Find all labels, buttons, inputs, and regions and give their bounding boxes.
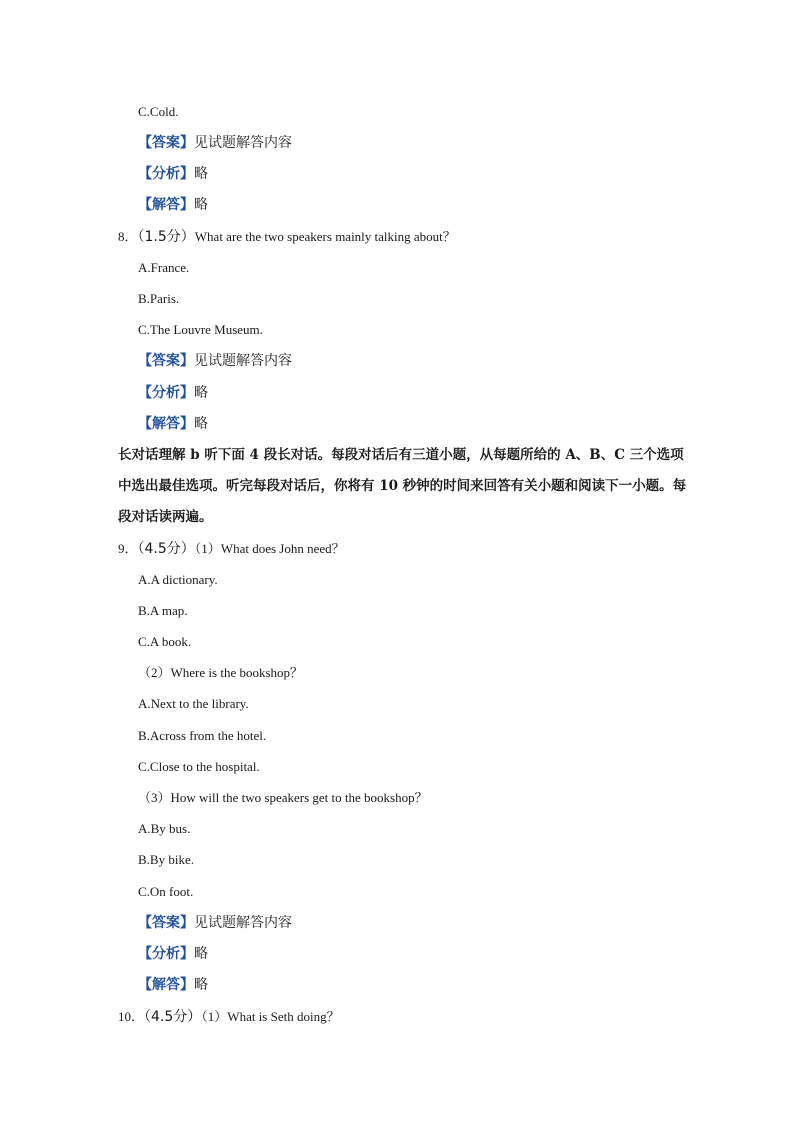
analysis-text: 略 <box>194 166 208 182</box>
sub-label: （3） <box>138 790 171 805</box>
sub-label: （1） <box>194 541 221 556</box>
question-text: How will the two speakers get to the bookshop？ <box>170 790 428 805</box>
answer-tag: 【答案】 <box>138 135 194 151</box>
q8-stem <box>118 228 456 246</box>
sub-label: （2） <box>138 665 171 680</box>
q8-option-a: A.France. <box>138 260 190 275</box>
q9-analysis-row <box>138 945 208 963</box>
answer-text: 见试题解答内容 <box>194 915 292 931</box>
q9-1-option-b: B.A map. <box>138 603 188 618</box>
q9-answer-row <box>138 914 292 932</box>
q10-stem <box>118 1008 340 1026</box>
q7-answer-row <box>138 134 292 152</box>
q8-option-c: C.The Louvre Museum. <box>138 322 263 337</box>
question-number: 8． <box>118 229 138 244</box>
analysis-tag: 【分析】 <box>138 166 194 182</box>
answer-tag: 【答案】 <box>138 915 194 931</box>
question-text: What is Seth doing？ <box>227 1009 340 1024</box>
question-score: （1.5分） <box>137 229 195 245</box>
solution-tag: 【解答】 <box>138 416 194 432</box>
solution-text: 略 <box>194 416 208 432</box>
question-score: （4.5分） <box>137 541 195 557</box>
solution-text: 略 <box>194 977 208 993</box>
question-score: （4.5分） <box>144 1009 202 1025</box>
q9-3-stem <box>138 789 428 807</box>
q9-3-option-c: C.On foot. <box>138 884 194 899</box>
sub-label: （1） <box>201 1009 228 1024</box>
q9-stem <box>118 540 345 558</box>
section-heading: 长对话理解 b 听下面 4 段长对话。每段对话后有三道小题，从每题所给的 A、B、C 三个选项中选出最佳选项。听完每段对话后，你将有 10 秒钟的时间来回答有关小题和阅读下一小题。每段对话读两遍。 <box>118 447 687 525</box>
analysis-tag: 【分析】 <box>138 385 194 401</box>
q7-option-c: C.Cold. <box>138 104 179 119</box>
q9-solution-row <box>138 976 208 994</box>
q8-solution-row <box>138 415 208 433</box>
q8-answer-row <box>138 352 292 370</box>
question-text: Where is the bookshop？ <box>170 665 304 680</box>
analysis-text: 略 <box>194 385 208 401</box>
q9-3-option-a: A.By bus. <box>138 821 191 836</box>
q8-option-b: B.Paris. <box>138 291 180 306</box>
q8-analysis-row <box>138 384 208 402</box>
q9-3-option-b: B.By bike. <box>138 852 194 867</box>
question-number: 9． <box>118 541 138 556</box>
q7-analysis-row <box>138 165 208 183</box>
question-text: What are the two speakers mainly talking about？ <box>194 229 456 244</box>
question-number: 10． <box>118 1009 145 1024</box>
q9-1-option-a: A.A dictionary. <box>138 572 218 587</box>
answer-text: 见试题解答内容 <box>194 353 292 369</box>
q9-2-option-b: B.Across from the hotel. <box>138 728 267 743</box>
q7-solution-row <box>138 196 208 214</box>
answer-tag: 【答案】 <box>138 353 194 369</box>
solution-tag: 【解答】 <box>138 977 194 993</box>
analysis-tag: 【分析】 <box>138 946 194 962</box>
question-text: What does John need？ <box>220 541 345 556</box>
q9-2-option-c: C.Close to the hospital. <box>138 759 260 774</box>
analysis-text: 略 <box>194 946 208 962</box>
solution-text: 略 <box>194 197 208 213</box>
answer-text: 见试题解答内容 <box>194 135 292 151</box>
solution-tag: 【解答】 <box>138 197 194 213</box>
q9-1-option-c: C.A book. <box>138 634 192 649</box>
q9-2-stem <box>138 664 303 682</box>
q9-2-option-a: A.Next to the library. <box>138 696 249 711</box>
